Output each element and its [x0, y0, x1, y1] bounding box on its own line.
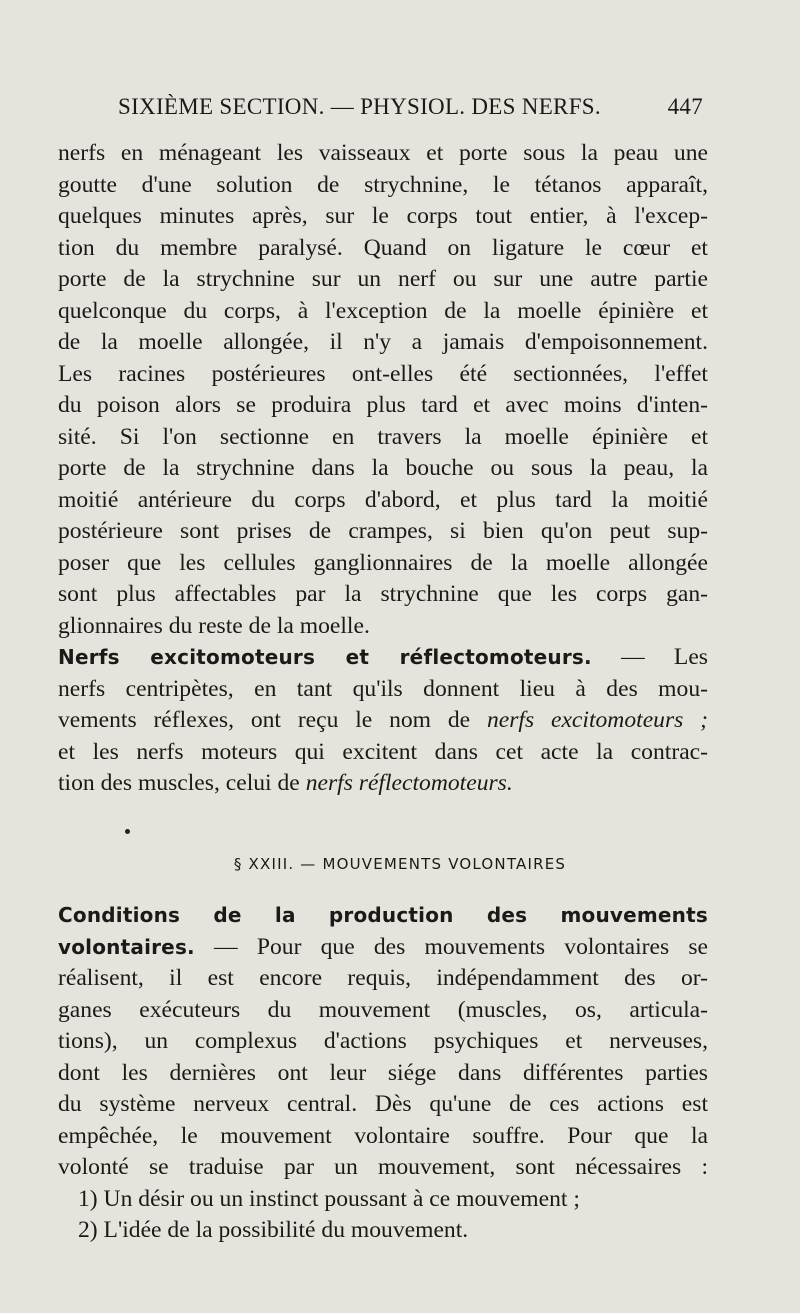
- text-line: [58, 932, 708, 964]
- text-line: [58, 768, 708, 800]
- text-line: sont plus affectables par la strychnine que les corps gan-: [58, 581, 708, 607]
- list-item: 1) Un désir ou un instinct poussant à ce mouvement ;: [78, 1185, 580, 1212]
- paragraph-heading: volontaires.: [58, 934, 195, 959]
- text-line: moitié antérieure du corps d'abord, et plus tard la moitié: [58, 486, 708, 513]
- text-line: nerfs en ménageant les vaisseaux et porte sous la peau une: [58, 140, 708, 166]
- text-line: nerfs centripètes, en tant qu'ils donnent lieu à des mou-: [58, 675, 708, 702]
- section-title: § XXIII. — MOUVEMENTS VOLONTAIRES: [233, 855, 567, 873]
- text-line: porte de la strychnine dans la bouche ou sous la peau, la: [58, 455, 708, 481]
- text-line: glionnaires du reste de la moelle.: [58, 612, 370, 639]
- text-line: réalisent, il est encore requis, indépendamment des or-: [58, 965, 708, 991]
- text-fragment: — Les: [591, 644, 708, 670]
- text-line: tions), un complexus d'actions psychiques et nerveuses,: [58, 1028, 708, 1054]
- text-line: poser que les cellules ganglionnaires de la moelle allongée: [58, 549, 708, 576]
- running-title: SIXIÈME SECTION. — PHYSIOL. DES NERFS.: [118, 94, 601, 119]
- text-line: postérieure sont prises de crampes, si bien qu'on peut sup-: [58, 518, 708, 544]
- text-line: quelques minutes après, sur le corps tout entier, à l'excep-: [58, 203, 708, 229]
- text-line: du système nerveux central. Dès qu'une de ces actions est: [58, 1091, 708, 1117]
- paragraph-excitomoteurs: [58, 642, 708, 800]
- text-line: porte de la strychnine sur un nerf ou sur une autre partie: [58, 266, 708, 292]
- paragraph-volontaires: [58, 900, 708, 1247]
- text-line: tion du membre paralysé. Quand on ligature le cœur et: [58, 234, 708, 261]
- text-line: du poison alors se produira plus tard et avec moins d'inten-: [58, 392, 708, 418]
- text-line: ganes exécuteurs du mouvement (muscles, os, articula-: [58, 996, 708, 1023]
- text-line: Les racines postérieures ont-elles été sectionnées, l'effet: [58, 360, 708, 387]
- text-line: dont les dernières ont leur siége dans différentes parties: [58, 1059, 708, 1086]
- text-line: volonté se traduise par un mouvement, sont nécessaires :: [58, 1154, 708, 1180]
- text-line: et les nerfs moteurs qui excitent dans cet acte la contrac-: [58, 738, 708, 765]
- paragraph-heading: Conditions de la production des mouvements: [58, 903, 708, 927]
- text-line: quelconque du corps, à l'exception de la moelle épinière et: [58, 297, 708, 324]
- list-item: 2) L'idée de la possibilité du mouvement.: [78, 1217, 469, 1243]
- paragraph-heading: Nerfs excitomoteurs et réflectomoteurs.: [58, 645, 592, 669]
- page-number: 447: [667, 94, 703, 119]
- text-line: goutte d'une solution de strychnine, le tétanos apparaît,: [58, 171, 708, 198]
- ink-dot: [125, 829, 130, 834]
- text-fragment: — Pour que des mouvements volontaires se: [194, 933, 708, 960]
- italic-term: nerfs réflectomoteurs.: [305, 770, 513, 796]
- text-fragment: vements réflexes, ont reçu le nom de: [58, 707, 487, 733]
- text-line: [58, 642, 708, 674]
- text-fragment: tion des muscles, celui de: [58, 770, 306, 796]
- paragraph-strychnine: [58, 138, 708, 642]
- text-line: de la moelle allongée, il n'y a jamais d'empoisonnement.: [58, 329, 708, 355]
- text-line: sité. Si l'on sectionne en travers la moelle épinière et: [58, 423, 708, 450]
- italic-term: nerfs excitomoteurs ;: [486, 707, 709, 733]
- text-line: [58, 705, 708, 737]
- text-line: [58, 900, 708, 932]
- text-line: empêchée, le mouvement volontaire souffre. Pour que la: [58, 1122, 708, 1149]
